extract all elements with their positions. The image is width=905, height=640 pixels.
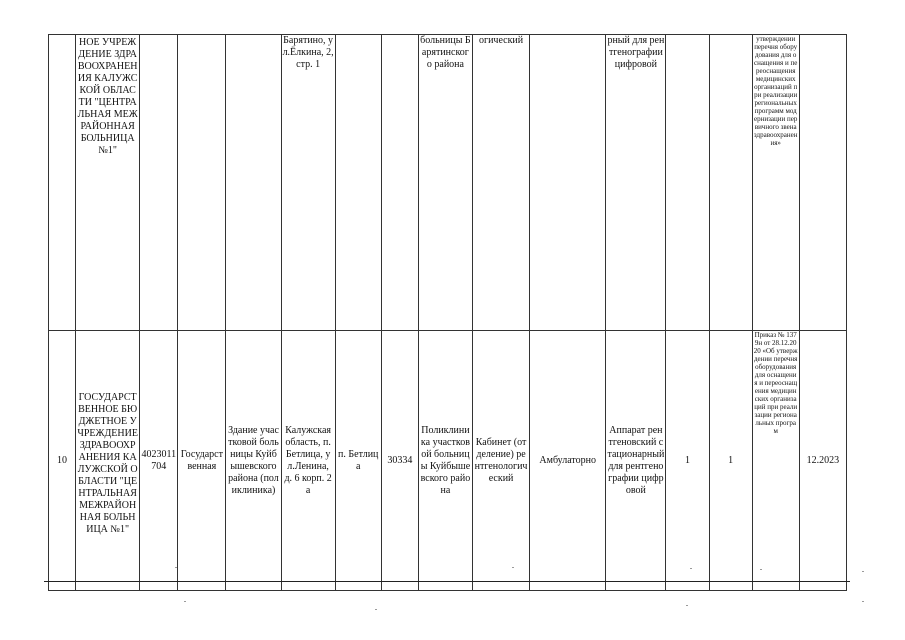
row-number-cell: 10 xyxy=(49,331,76,591)
locality-cell xyxy=(335,35,381,331)
care-type-cell: Амбулаторно xyxy=(530,331,606,591)
bottom-rule xyxy=(44,581,850,582)
inn-cell: 4023011704 xyxy=(140,331,178,591)
quantity-cell: 1 xyxy=(666,331,709,591)
ownership-cell: Государственная xyxy=(178,331,226,591)
date-cell xyxy=(799,35,846,331)
care-type-cell xyxy=(530,35,606,331)
scan-speck xyxy=(760,569,762,570)
scan-speck xyxy=(175,567,177,568)
building-cell xyxy=(226,35,281,331)
quantity-cell xyxy=(709,35,752,331)
equipment-cell: Аппарат рентгеновский стационарный для рентгенографии цифровой xyxy=(606,331,666,591)
scan-speck xyxy=(686,605,688,606)
locality-cell: п. Бетлица xyxy=(335,331,381,591)
organization-name-cell: ГОСУДАРСТВЕННОЕ БЮДЖЕТНОЕ УЧРЕЖДЕНИЕ ЗДРАВООХРАНЕНИЯ КАЛУЖСКОЙ ОБЛАСТИ "ЦЕНТРАЛЬНАЯ МЕЖРАЙОННАЯ БОЛЬНИЦА №1" xyxy=(76,331,140,591)
address-cell: Калужская область, п. Бетлица, ул.Ленина, д. 6 корп. 2а xyxy=(281,331,335,591)
quantity-cell xyxy=(666,35,709,331)
scan-speck xyxy=(375,609,377,610)
subdivision-cell: больницы Барятинского района xyxy=(418,35,472,331)
table-row xyxy=(49,35,847,331)
date-cell: 12.2023 xyxy=(799,331,846,591)
scan-speck xyxy=(512,567,514,568)
code-cell xyxy=(381,35,418,331)
order-reference-cell: утверждении перечня оборудования для оснащения и переоснащения медицинских организаций при реализации региональных программ модернизации первичного звена здравоохранения» xyxy=(752,35,799,331)
inn-cell xyxy=(140,35,178,331)
scan-speck xyxy=(184,601,186,602)
quantity-cell: 1 xyxy=(709,331,752,591)
code-cell: 30334 xyxy=(381,331,418,591)
department-cell: Кабинет (отделение) рентгенологический xyxy=(472,331,529,591)
equipment-cell: рный для рентгенографии цифровой xyxy=(606,35,666,331)
department-cell: огический xyxy=(472,35,529,331)
equipment-table xyxy=(48,34,847,591)
scan-speck xyxy=(690,568,692,569)
address-cell: Барятино, ул.Ёлкина, 2, стр. 1 xyxy=(281,35,335,331)
order-reference-cell: Приказ № 1379н от 28.12.2020 «Об утверждении перечня оборудования для оснащения и переоснащения медицинских организаций при реализации региональных програм xyxy=(752,331,799,591)
scan-speck xyxy=(862,601,864,602)
table-row xyxy=(49,331,847,591)
scan-speck xyxy=(862,571,864,572)
row-number-cell xyxy=(49,35,76,331)
building-cell: Здание участковой больницы Куйбышевского района (поликлиника) xyxy=(226,331,281,591)
organization-name-cell: НОЕ УЧРЕЖДЕНИЕ ЗДРАВООХРАНЕНИЯ КАЛУЖСКОЙ ОБЛАСТИ "ЦЕНТРАЛЬНАЯ МЕЖРАЙОННАЯ БОЛЬНИЦА №1" xyxy=(76,35,140,331)
subdivision-cell: Поликлиника участковой больницы Куйбышевского района xyxy=(418,331,472,591)
ownership-cell xyxy=(178,35,226,331)
